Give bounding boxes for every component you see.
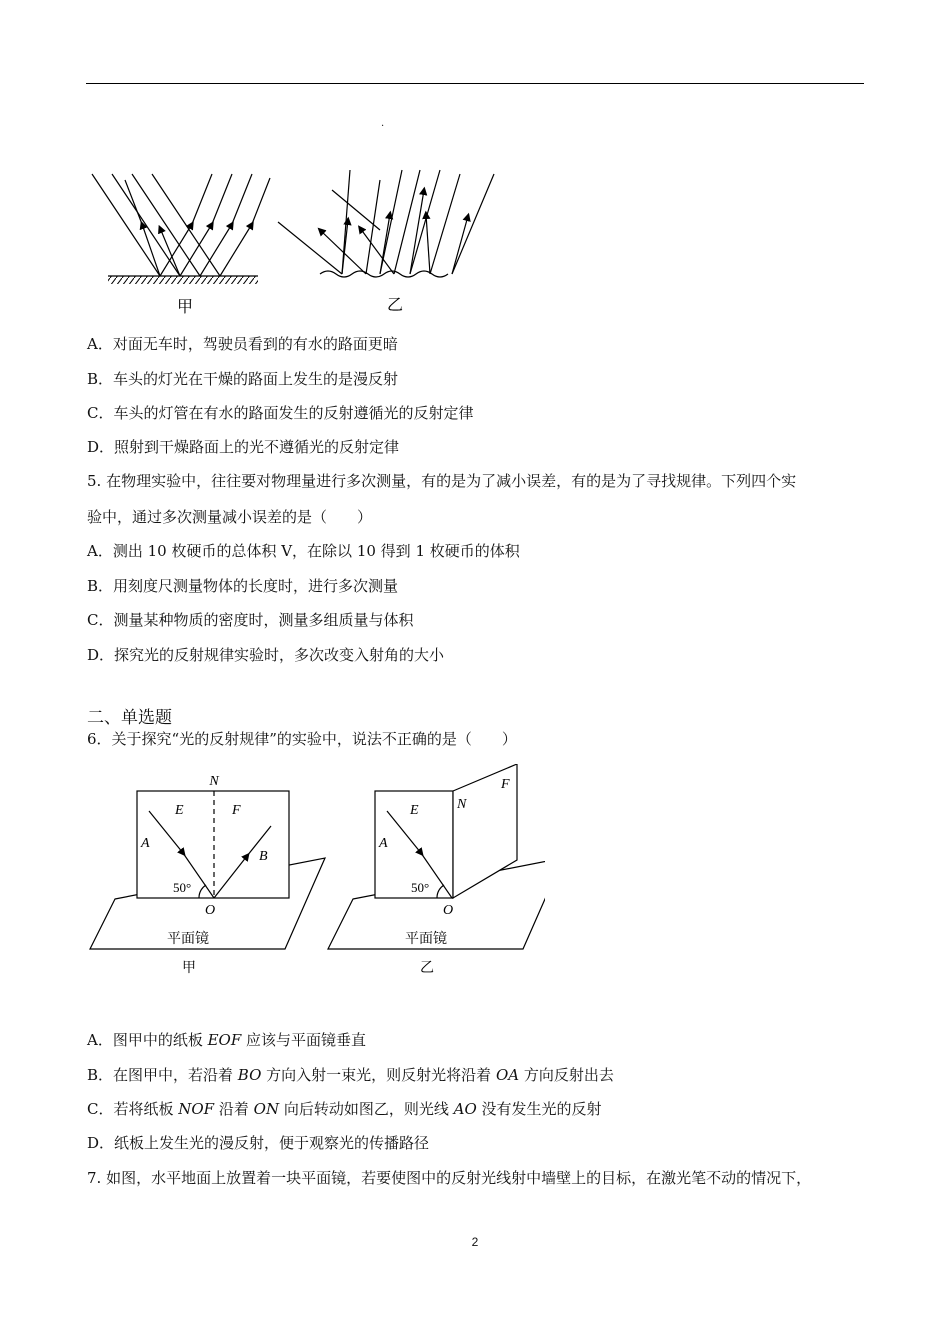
q6-b-post: 方向反射出去 <box>519 1066 614 1084</box>
q6-c-var1: NOF <box>178 1100 215 1118</box>
q5-option-c[interactable]: C．测量某种物质的密度时，测量多组质量与体积 <box>87 611 414 629</box>
q5-stem-line2: 验中，通过多次测量减小误差的是（ ） <box>87 508 373 526</box>
fig-label-jia: 甲 <box>176 297 194 316</box>
q6-b-pre: B．在图甲中，若沿着 <box>87 1066 238 1084</box>
yi-diagram <box>278 170 494 277</box>
label-o-jia: O <box>205 903 216 918</box>
q6-a-post: 应该与平面镜垂直 <box>241 1031 367 1049</box>
diagram-jia <box>90 791 325 949</box>
q6-c-post: 没有发生光的反射 <box>476 1100 602 1118</box>
q4-option-c[interactable]: C．车头的灯管在有水的路面发生的反射遵循光的反射定律 <box>87 404 474 422</box>
fig-label-yi: 乙 <box>420 961 434 976</box>
q6-b-mid: 方向入射一束光，则反射光将沿着 <box>261 1066 496 1084</box>
q6-option-c[interactable] <box>87 1099 602 1119</box>
q6-c-pre: C．若将纸板 <box>87 1100 179 1118</box>
fig-label-yi: 乙 <box>386 295 404 314</box>
q6-c-var2: ON <box>253 1100 280 1118</box>
page-number: 2 <box>471 1235 479 1249</box>
jia-diagram <box>92 174 270 284</box>
label-n-jia: N <box>209 774 219 789</box>
fig-label-jia: 甲 <box>182 961 196 976</box>
reflection-experiment-figure <box>85 764 545 984</box>
q6-option-a[interactable] <box>87 1030 366 1050</box>
label-a-jia: A <box>141 836 150 851</box>
q6-a-var1: EOF <box>207 1031 242 1049</box>
label-a-yi: A <box>379 836 388 851</box>
angle-label-jia: 50° <box>173 880 192 895</box>
mirror-label-jia: 平面镜 <box>167 932 209 947</box>
q5-option-d[interactable]: D．探究光的反射规律实验时，多次改变入射角的大小 <box>87 646 445 664</box>
angle-label-yi: 50° <box>411 880 430 895</box>
label-e-jia: E <box>175 803 184 818</box>
header-rule <box>86 83 864 84</box>
q6-stem: 6．关于探究“光的反射规律”的实验中，说法不正确的是（ ） <box>87 730 517 748</box>
q6-c-mid1: 沿着 <box>214 1100 254 1118</box>
q6-c-mid2: 向后转动如图乙，则光线 <box>279 1100 454 1118</box>
q6-option-b[interactable] <box>87 1065 614 1085</box>
road-reflection-figure <box>80 150 510 320</box>
q4-option-d[interactable]: D．照射到干燥路面上的光不遵循光的反射定律 <box>87 438 400 456</box>
label-b-jia: B <box>259 849 268 864</box>
section-heading: 二、单选题 <box>87 708 172 728</box>
q4-option-a[interactable]: A．对面无车时，驾驶员看到的有水的路面更暗 <box>87 335 398 353</box>
stray-dot: . <box>381 118 385 129</box>
q7-stem: 7. 如图，水平地面上放置着一块平面镜，若要使图中的反射光线射中墙壁上的目标，在激光笔不动的情况下， <box>87 1169 812 1187</box>
q6-option-d[interactable]: D．纸板上发生光的漫反射，便于观察光的传播路径 <box>87 1134 430 1152</box>
q6-c-var3: AO <box>453 1100 477 1118</box>
q6-b-var2: OA <box>495 1066 520 1084</box>
q4-option-b[interactable]: B．车头的灯光在干燥的路面上发生的是漫反射 <box>87 370 399 388</box>
label-o-yi: O <box>443 903 454 918</box>
q5-option-b[interactable]: B．用刻度尺测量物体的长度时，进行多次测量 <box>87 577 399 595</box>
q5-stem-line1: 5. 在物理实验中，往往要对物理量进行多次测量，有的是为了减小误差，有的是为了寻找规律。下列四个实 <box>87 472 797 490</box>
label-f-jia: F <box>232 803 241 818</box>
label-e-yi: E <box>410 803 419 818</box>
q6-a-pre: A．图甲中的纸板 <box>87 1031 208 1049</box>
label-f-yi: F <box>501 777 510 792</box>
mirror-label-yi: 平面镜 <box>405 932 447 947</box>
diagram-yi <box>328 764 545 949</box>
q5-option-a[interactable]: A．测出 10 枚硬币的总体积 V，在除以 10 得到 1 枚硬币的体积 <box>87 542 520 560</box>
q6-b-var1: BO <box>237 1066 262 1084</box>
label-n-yi: N <box>457 797 467 812</box>
